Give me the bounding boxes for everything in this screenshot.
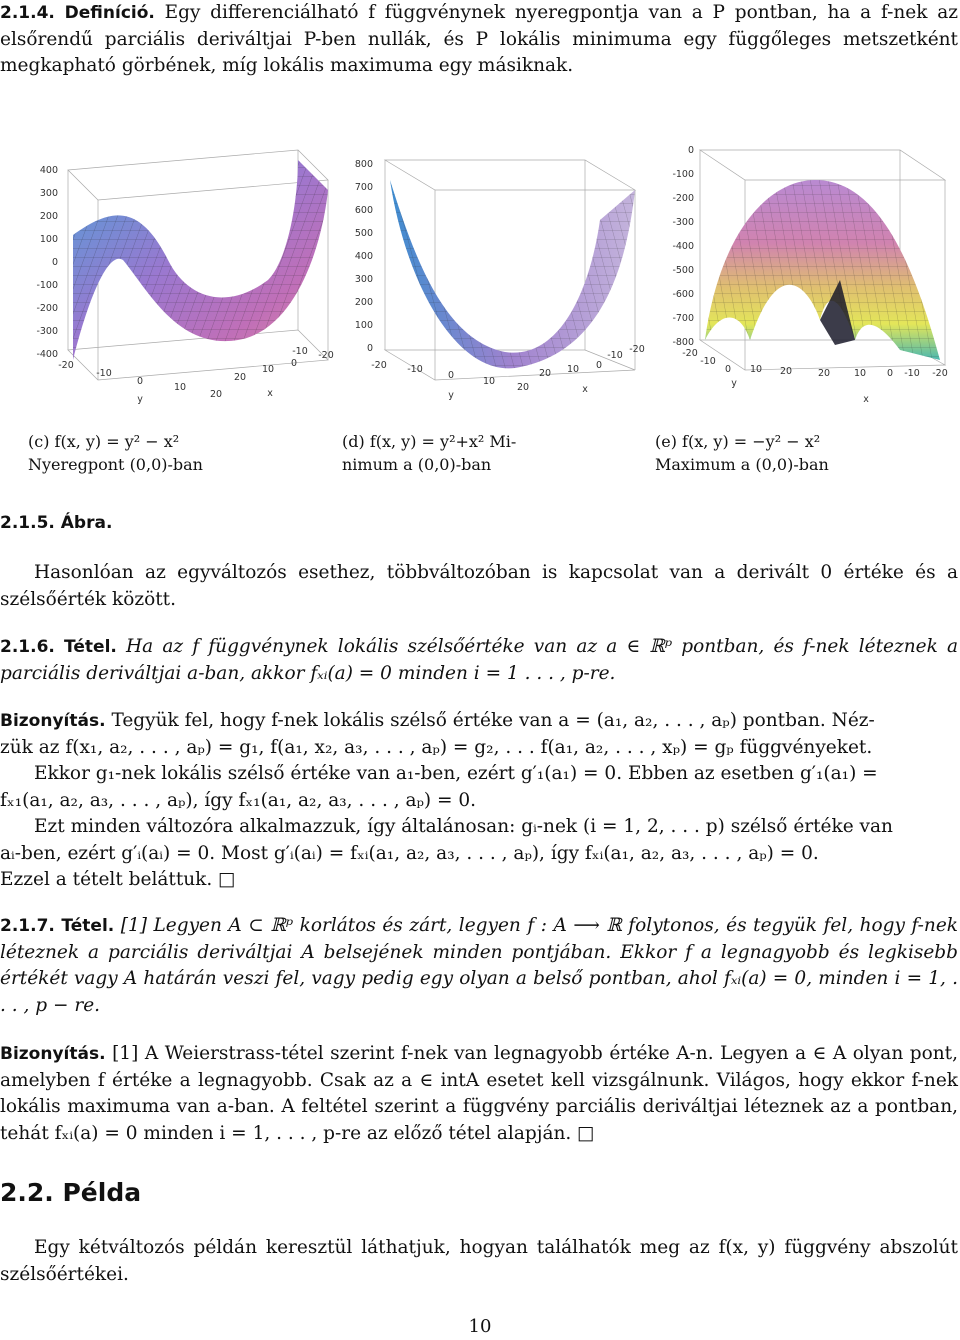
proof-217 — [0, 1041, 958, 1147]
theorem-text: Ha az f függvénynek lokális szélsőértéke van az a ∈ ℝᵖ pontban, és f-nek léteznek a parciális deriváltjai a-ban, akkor fₓᵢ(a) = 0 minden i = 1 . . . , p-re. — [0, 636, 958, 684]
caption-line: Nyeregpont (0,0)-ban — [28, 455, 203, 474]
y-tick: 0 — [447, 370, 455, 381]
caption-line: (c) f(x, y) = y² − x² — [28, 432, 180, 451]
x-tick: -10 — [292, 346, 308, 357]
z-tick: -800 — [672, 337, 694, 348]
theorem-text: [1] Legyen A ⊂ ℝᵖ korlátos és zárt, legyen f : A ⟶ ℝ folytonos, és tegyük fel, hogy f-nek léteznek a parciális deriváltjai A belsejének minden pontjában. Ekkor f a legnagyobb és legkisebb értékét vagy A határán veszi fel, vagy pedig egy olyan a belső pontban, ahol fₓᵢ(a) = 0, minden i = 1, . . . , p − re. — [0, 915, 958, 1016]
example-paragraph: Egy kétváltozós példán keresztül láthatjuk, hogyan találhatók meg az f(x, y) függvény abszolút szélsőértékei. — [0, 1237, 958, 1285]
z-tick: -100 — [672, 169, 694, 180]
x-tick: 20 — [538, 368, 552, 379]
z-tick: -300 — [672, 217, 694, 228]
y-tick: 10 — [173, 382, 187, 393]
y-tick: -10 — [96, 368, 112, 379]
definition-label: 2.1.4. Definíció. — [0, 3, 155, 23]
z-tick: 300 — [354, 274, 373, 285]
y-axis-label: y — [731, 378, 737, 389]
x-axis-label: x — [267, 388, 273, 399]
z-tick: 100 — [354, 320, 373, 331]
x-tick: 0 — [595, 360, 603, 371]
figure-minimum — [345, 140, 655, 410]
z-tick: 0 — [51, 257, 58, 268]
z-tick: 0 — [366, 343, 373, 354]
proof-line: zük az f(x₁, a₂, . . . , aₚ) = g₁, f(a₁, x₂, a₃, . . . , aₚ) = g₂, . . . f(a₁, a₂, . . . , xₚ) = gₚ függvényeket. — [0, 736, 873, 758]
definition-paragraph — [0, 0, 958, 80]
x-tick: 0 — [886, 368, 894, 379]
theorem-label: 2.1.6. Tétel. — [0, 637, 117, 657]
x-axis-label: x — [582, 384, 588, 395]
proof-216 — [0, 708, 958, 894]
paragraph-similar: Hasonlóan az egyváltozós esethez, többváltozóban is kapcsolat van a derivált 0 értéke és a szélsőérték között. — [0, 562, 958, 610]
proof-line: Ezzel a tételt beláttuk. □ — [0, 869, 236, 890]
minimum-plot — [345, 140, 655, 410]
caption-line: (e) f(x, y) = −y² − x² — [655, 432, 821, 451]
y-tick: 0 — [724, 364, 732, 375]
z-tick: 500 — [354, 228, 373, 239]
y-tick: 20 — [779, 366, 793, 377]
z-tick: 0 — [687, 145, 694, 156]
maximum-plot — [650, 140, 958, 410]
z-tick: -400 — [672, 241, 694, 252]
x-tick: -10 — [904, 368, 920, 379]
y-axis-label: y — [137, 394, 143, 405]
y-tick: 0 — [136, 376, 144, 387]
proof-line: aᵢ-ben, ezért g′ᵢ(aᵢ) = 0. Most g′ᵢ(aᵢ) = fₓᵢ(a₁, a₂, a₃, . . . , aₚ), így fₓᵢ(a₁, a₂, a₃, . . . , aₚ) = 0. — [0, 842, 819, 864]
y-tick: -10 — [407, 364, 423, 375]
x-tick: 10 — [261, 364, 275, 375]
theorem-217 — [0, 913, 958, 1019]
caption-line: (d) f(x, y) = y²+x² Mi- — [342, 432, 517, 451]
z-tick: -700 — [672, 313, 694, 324]
caption-line: nimum a (0,0)-ban — [342, 455, 492, 474]
z-tick: 800 — [354, 159, 373, 170]
caption-line: Maximum a (0,0)-ban — [655, 455, 829, 474]
x-tick: 20 — [233, 372, 247, 383]
y-tick: 20 — [516, 382, 530, 393]
section-title: 2.2. Példa — [0, 1178, 142, 1207]
theorem-216 — [0, 634, 958, 687]
caption-maximum — [655, 430, 855, 476]
figure-saddle — [28, 140, 358, 410]
proof-label: Bizonyítás. — [0, 1044, 106, 1064]
x-tick: -20 — [932, 368, 948, 379]
z-tick: -400 — [36, 349, 58, 360]
definition-text: Egy differenciálható f függvénynek nyeregpontja van a P pontban, ha a f-nek az elsőrendű parciális deriváltjai P-ben nullák, és P lokális minimuma egy függőleges metszetként megkapható görbének, míg lokális maximuma egy másiknak. — [0, 2, 958, 76]
z-tick: -500 — [672, 265, 694, 276]
proof-line: Ekkor g₁-nek lokális szélső értéke van a₁-ben, ezért g′₁(a₁) = 0. Ebben az esetben g′₁(a₁) = — [34, 763, 878, 784]
proof-line: Tegyük fel, hogy f-nek lokális szélső értéke van a = (a₁, a₂, . . . , aₚ) pontban. Néz- — [111, 710, 875, 731]
z-tick: -200 — [672, 193, 694, 204]
z-tick: 400 — [354, 251, 373, 262]
z-tick: -600 — [672, 289, 694, 300]
proof-line: Ezt minden változóra alkalmazzuk, így általánosan: gᵢ-nek (i = 1, 2, . . . p) szélső értéke van — [34, 816, 893, 837]
y-tick: -10 — [700, 356, 716, 367]
x-tick: 10 — [853, 368, 867, 379]
y-tick: -20 — [58, 360, 74, 371]
y-tick: -20 — [371, 360, 387, 371]
z-tick: -200 — [36, 303, 58, 314]
x-tick: 20 — [817, 368, 831, 379]
caption-saddle — [28, 430, 228, 476]
figure-maximum — [650, 140, 958, 410]
x-tick: 0 — [290, 358, 298, 369]
saddle-plot — [28, 140, 358, 410]
z-tick: 300 — [39, 188, 58, 199]
y-axis-label: y — [448, 390, 454, 401]
z-tick: 700 — [354, 182, 373, 193]
z-tick: 200 — [39, 211, 58, 222]
x-tick: -20 — [318, 350, 334, 361]
z-tick: 600 — [354, 205, 373, 216]
z-tick: -300 — [36, 326, 58, 337]
figure-label — [0, 510, 958, 537]
page-number: 10 — [468, 1316, 492, 1337]
x-axis-label: x — [863, 394, 869, 405]
y-tick: -20 — [682, 348, 698, 359]
y-tick: 10 — [749, 364, 763, 375]
z-tick: 400 — [39, 165, 58, 176]
z-tick: -100 — [36, 280, 58, 291]
x-tick: 10 — [566, 364, 580, 375]
x-tick: -20 — [629, 344, 645, 355]
proof-text: [1] A Weierstrass-tétel szerint f-nek van legnagyobb értéke A-n. Legyen a ∈ A olyan pont, amelyben f értéke a legnagyobb. Csak az a ∈ intA esetet kell vizsgálnunk. Világos, hogy ekkor f-nek lokális maximuma van a-ban. A feltétel szerint a függvény parciális deriváltjai léteznek az a pontban, tehát fₓᵢ(a) = 0 minden i = 1, . . . , p-re az előző tétel alapján. □ — [0, 1043, 958, 1144]
y-tick: 10 — [482, 376, 496, 387]
caption-minimum — [342, 430, 542, 476]
proof-label: Bizonyítás. — [0, 711, 106, 731]
proof-line: fₓ₁(a₁, a₂, a₃, . . . , aₚ), így fₓ₁(a₁, a₂, a₃, . . . , aₚ) = 0. — [0, 789, 477, 811]
y-tick: 20 — [209, 389, 223, 400]
z-tick: 100 — [39, 234, 58, 245]
z-tick: 200 — [354, 297, 373, 308]
figure-number: 2.1.5. Ábra. — [0, 513, 113, 533]
x-tick: -10 — [607, 350, 623, 361]
theorem-label: 2.1.7. Tétel. — [0, 916, 115, 936]
